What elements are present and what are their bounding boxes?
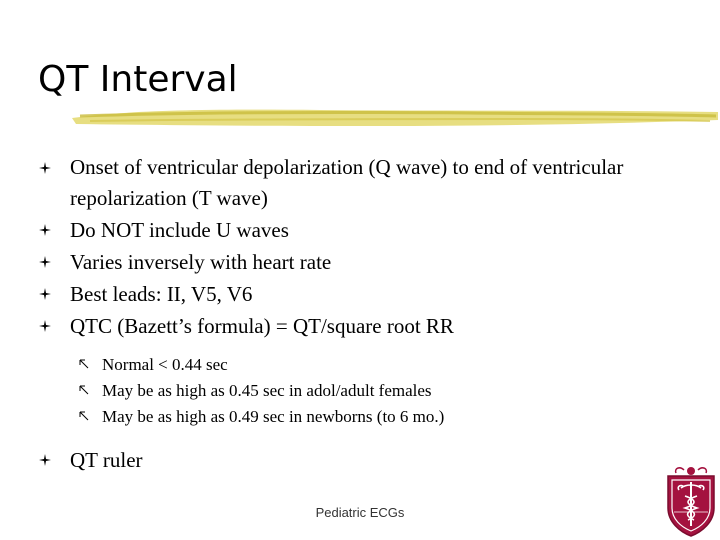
- bullet-text: Onset of ventricular depolarization (Q wave) to end of ventricular repolarization (T wave): [70, 155, 624, 210]
- bullet-item: [38, 214, 678, 246]
- caduceus-shield-logo: [664, 466, 718, 538]
- bullet-text: Varies inversely with heart rate: [70, 250, 332, 274]
- sub-bullet-item: [70, 378, 678, 404]
- sparkle-bullet-icon: [38, 278, 52, 310]
- bullet-text: QTC (Bazett’s formula) = QT/square root RR: [70, 314, 454, 338]
- arrow-up-left-icon: [78, 358, 90, 370]
- bullet-item: [38, 444, 678, 476]
- bullet-item: [38, 246, 678, 278]
- arrow-up-left-icon: [78, 384, 90, 396]
- bullet-text: Best leads: II, V5, V6: [70, 282, 253, 306]
- sub-bullet-item: [70, 352, 678, 378]
- slide-title: QT Interval: [38, 59, 238, 100]
- bullet-item: [38, 278, 678, 310]
- sub-bullet-text: May be as high as 0.49 sec in newborns (to 6 mo.): [102, 407, 445, 426]
- title-underline: [70, 104, 720, 130]
- sparkle-bullet-icon: [38, 246, 52, 278]
- sparkle-bullet-icon: [38, 152, 52, 184]
- slide-footer: Pediatric ECGs: [315, 505, 405, 520]
- sparkle-bullet-icon: [38, 214, 52, 246]
- bullet-text: QT ruler: [70, 448, 143, 472]
- sparkle-bullet-icon: [38, 310, 52, 342]
- sub-bullet-list: [70, 352, 678, 430]
- sub-bullet-text: May be as high as 0.45 sec in adol/adult females: [102, 381, 432, 400]
- sub-bullet-text: Normal < 0.44 sec: [102, 355, 228, 374]
- bullet-item: [38, 152, 678, 214]
- bullet-text: Do NOT include U waves: [70, 218, 289, 242]
- sparkle-bullet-icon: [38, 444, 52, 476]
- bullet-item: [38, 310, 678, 430]
- bullet-list: [38, 152, 678, 476]
- sub-bullet-item: [70, 404, 678, 430]
- arrow-up-left-icon: [78, 410, 90, 422]
